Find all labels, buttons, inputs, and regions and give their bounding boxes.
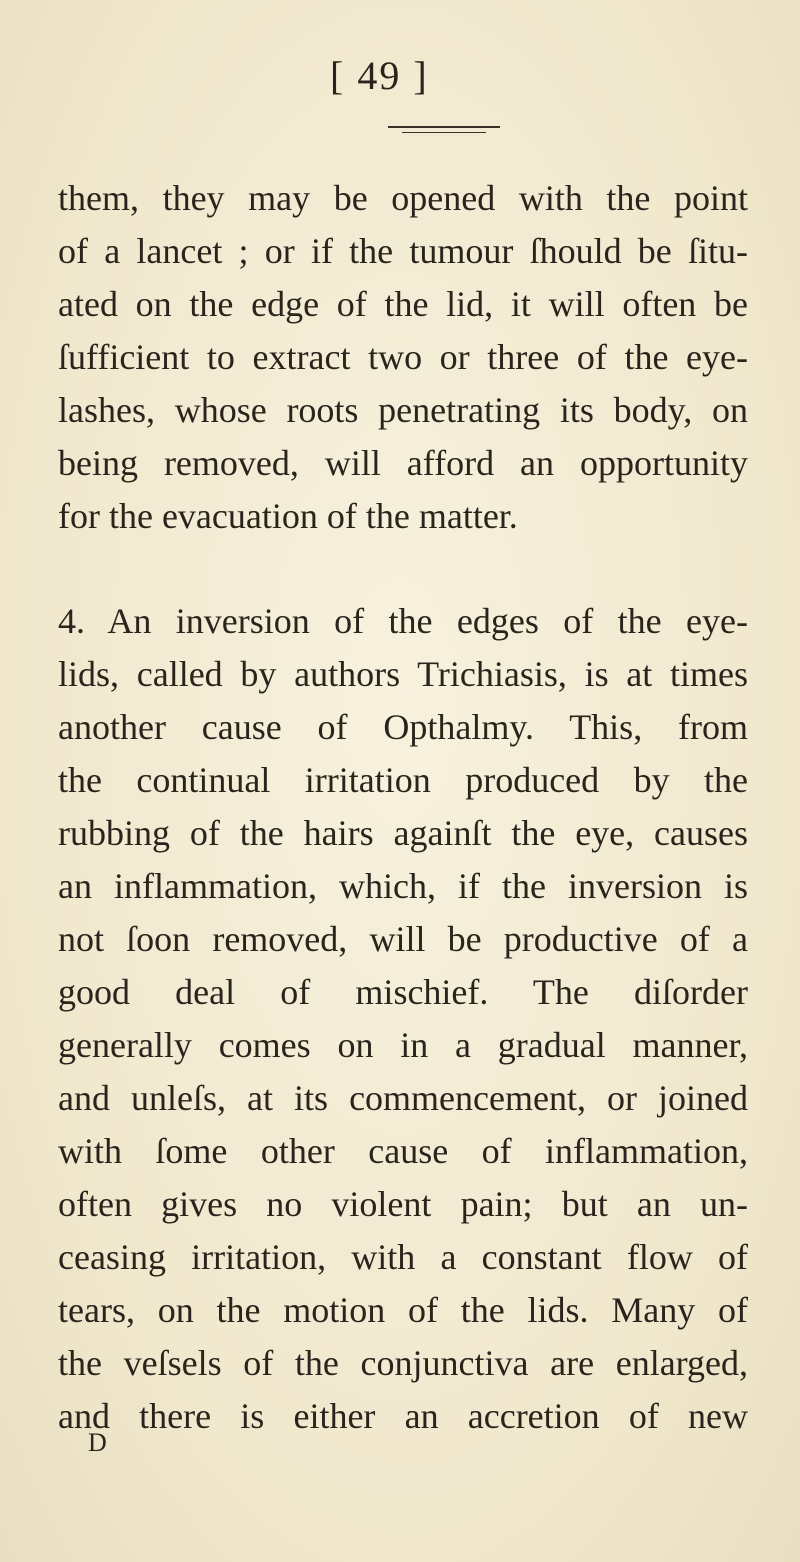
text-line: often gives no violent pain; but an un-	[58, 1184, 748, 1224]
text-line: the veſsels of the conjunctiva are enlarged,	[58, 1343, 748, 1383]
text-line: of a lancet ; or if the tumour ſhould be ſitu-	[58, 231, 748, 271]
paragraph-2	[58, 595, 748, 1443]
text-line: for the evacuation of the matter.	[58, 496, 518, 536]
text-line: them, they may be opened with the point	[58, 178, 748, 218]
text-line: ated on the edge of the lid, it will often be	[58, 284, 748, 324]
text-line: and there is either an accretion of new	[58, 1396, 748, 1436]
text-line: not ſoon removed, will be productive of a	[58, 919, 748, 959]
text-line: lids, called by authors Trichiasis, is at times	[58, 654, 748, 694]
text-line: with ſome other cause of inflammation,	[58, 1131, 748, 1171]
text-line: 4. An inversion of the edges of the eye-	[58, 601, 748, 641]
text-line: good deal of mischief. The diſorder	[58, 972, 748, 1012]
header-rule	[388, 126, 500, 128]
page-number: [ 49 ]	[330, 53, 429, 98]
text-line: rubbing of the hairs againſt the eye, causes	[58, 813, 748, 853]
text-line: the continual irritation produced by the	[58, 760, 748, 800]
text-line: and unleſs, at its commencement, or joined	[58, 1078, 748, 1118]
text-line: ceasing irritation, with a constant flow of	[58, 1237, 748, 1277]
text-line: lashes, whose roots penetrating its body, on	[58, 390, 748, 430]
text-line: another cause of Opthalmy. This, from	[58, 707, 748, 747]
text-line: generally comes on in a gradual manner,	[58, 1025, 748, 1065]
text-line: being removed, will afford an opportunity	[58, 443, 748, 483]
text-line: tears, on the motion of the lids. Many of	[58, 1290, 748, 1330]
text-line: ſufficient to extract two or three of the eye-	[58, 337, 748, 377]
signature-mark: D	[88, 1428, 107, 1457]
text-line: an inflammation, which, if the inversion is	[58, 866, 748, 906]
paragraph-1	[58, 172, 748, 543]
